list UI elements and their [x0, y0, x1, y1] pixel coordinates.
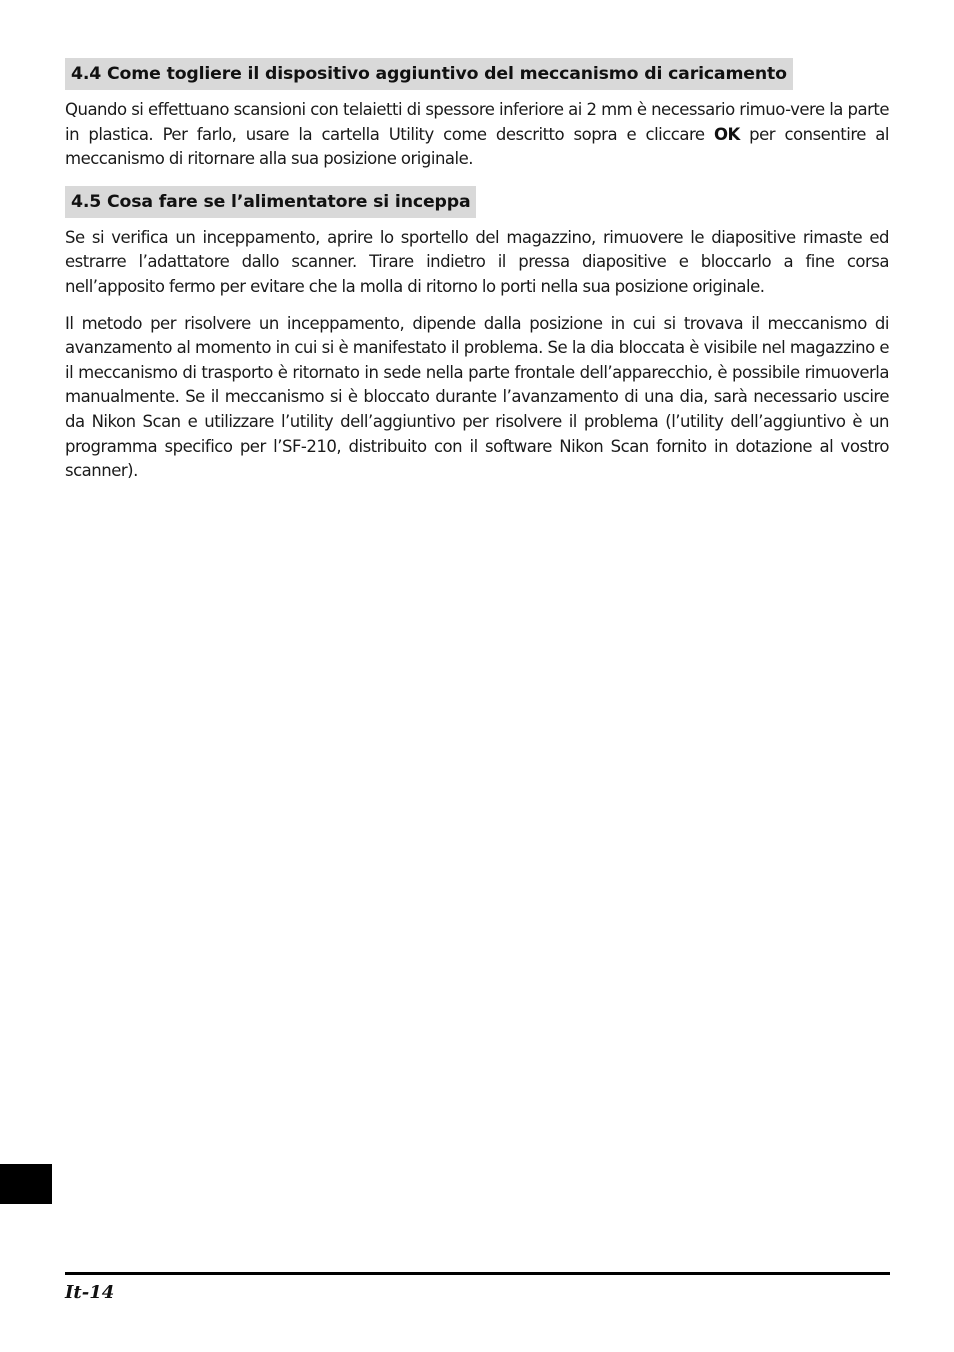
section-heading-4-4: 4.4 Come togliere il dispositivo aggiuntivo del meccanismo di caricamento — [65, 58, 793, 90]
paragraph-4-4 — [65, 98, 889, 172]
page-number: It-14 — [65, 1282, 115, 1303]
section-heading-4-5: 4.5 Cosa fare se l’alimentatore si inceppa — [65, 186, 476, 218]
footer-divider — [65, 1272, 890, 1275]
section-4-5 — [65, 172, 889, 484]
section-4-4 — [65, 58, 889, 172]
paragraph-4-5-jam-procedure: Se si verifica un inceppamento, aprire lo sportello del magazzino, rimuovere le diapositive rimaste ed estrarre l’adattatore dallo scanner. Tirare indietro il pressa diapositive e bloccarlo a fine corsa nell’apposito fermo per evitare che la molla di ritorno lo porti nella sua posizione originale. — [65, 227, 889, 296]
page-content — [65, 58, 889, 484]
ok-emphasis: OK — [713, 124, 740, 144]
paragraph-text: per consentire al meccanismo di ritornare alla sua posizione originale. — [65, 124, 889, 169]
paragraph-4-5-jam-resolution: Il metodo per risolvere un inceppamento, dipende dalla posizione in cui si trovava il meccanismo di avanzamento al momento in cui si è manifestato il problema. Se la dia bloccata è visibile nel magazzino e il meccanismo di trasporto è ritornato in sede nella parte frontale dell’apparecchio, è possibile rimuoverla manualmente. Se il meccanismo si è bloccato durante l’avanzamento di una dia, sarà necessario uscire da Nikon Scan e utilizzare l’utility dell’aggiuntivo per risolvere il problema (l’utility dell’aggiuntivo è un programma specifico per l’SF-210, distribuito con il software Nikon Scan fornito in dotazione al vostro scanner). — [65, 313, 889, 481]
paragraph-text: Quando si effettuano scansioni con telaietti di spessore inferiore ai 2 mm è necessario rimuo-vere la parte in plastica. Per farlo, usare la cartella Utility come descritto sopra e cliccare — [65, 100, 889, 144]
language-tab-marker — [0, 1164, 52, 1204]
